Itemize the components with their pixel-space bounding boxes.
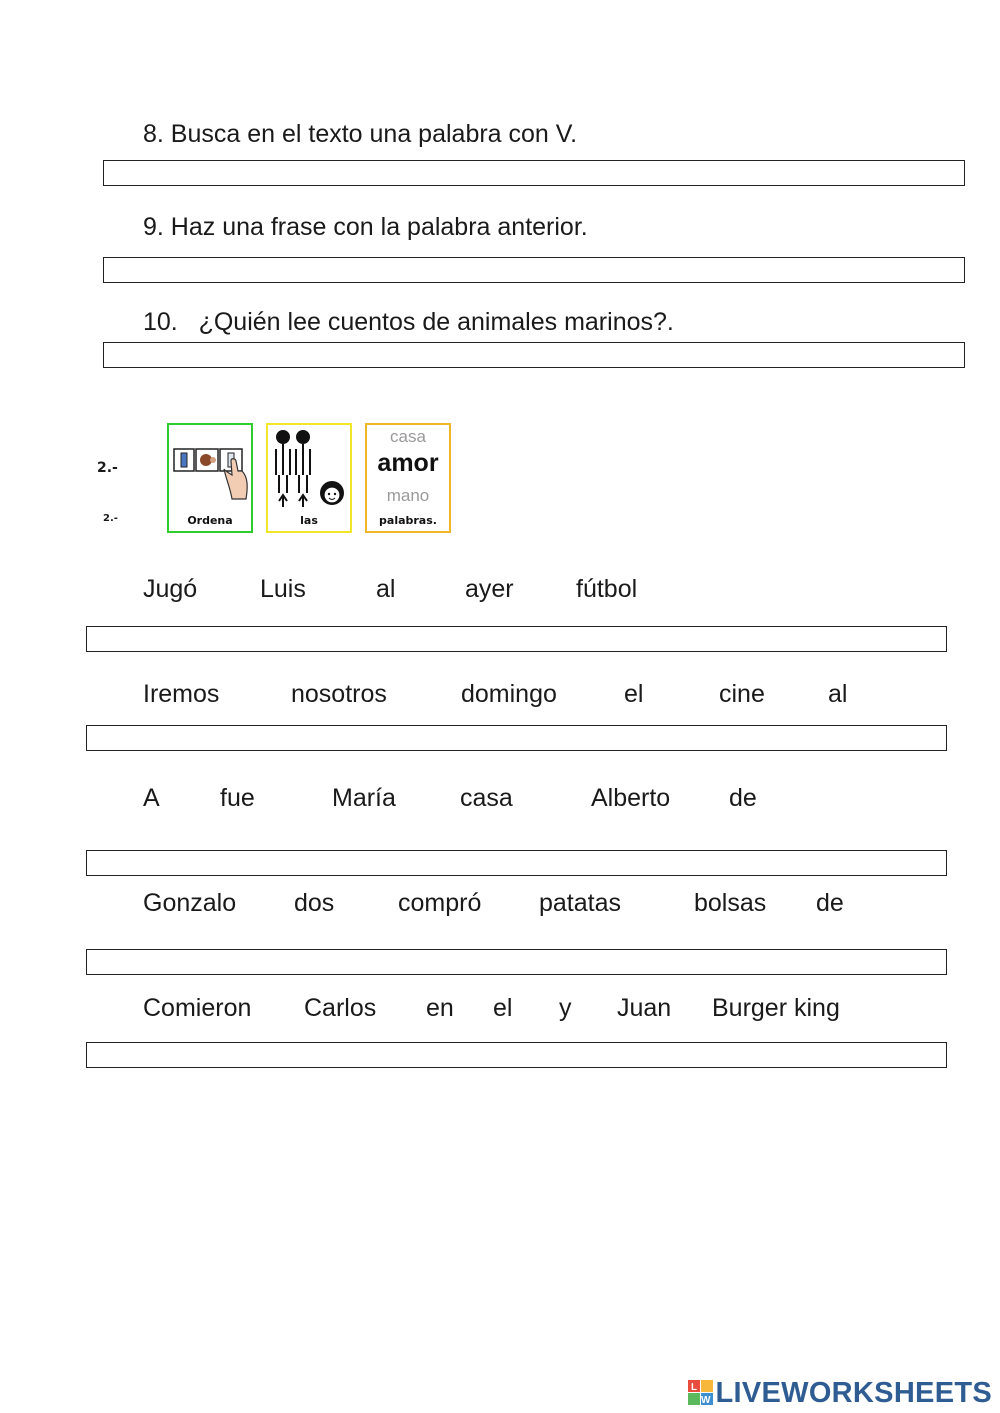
word-tile: de	[816, 889, 844, 917]
word-tile: dos	[294, 889, 335, 917]
word-tile: domingo	[461, 680, 557, 708]
sentence-answer-box-4[interactable]	[86, 949, 947, 975]
word-tile: y	[559, 994, 572, 1022]
word-tile: Alberto	[591, 784, 671, 812]
word-tile: ayer	[465, 575, 514, 603]
word-tile: al	[828, 680, 848, 708]
answer-box-8[interactable]	[103, 160, 965, 186]
answer-box-9[interactable]	[103, 257, 965, 283]
liveworksheets-logo[interactable]	[688, 1376, 993, 1410]
pictogram-las	[266, 423, 352, 533]
section-number: 2.-	[97, 460, 118, 476]
sentence-answer-input-2[interactable]	[87, 726, 946, 750]
pictogram-palabras	[365, 423, 451, 533]
sentence-answer-input-5[interactable]	[87, 1043, 946, 1067]
word-tile: al	[376, 575, 396, 603]
word-tile: el	[624, 680, 644, 708]
question-8: 8. Busca en el texto una palabra con V.	[143, 120, 578, 148]
word-tile: casa	[460, 784, 513, 812]
word-tile: Comieron	[143, 994, 252, 1022]
word-tile: Carlos	[304, 994, 377, 1022]
word-tile: A	[143, 784, 160, 812]
word-mano: mano	[386, 486, 430, 505]
section-number-small: 2.-	[103, 513, 118, 524]
word-tile: Gonzalo	[143, 889, 237, 917]
word-amor: amor	[377, 449, 439, 477]
answer-box-10[interactable]	[103, 342, 965, 368]
two-people-icon	[269, 427, 349, 511]
sentence-answer-input-3[interactable]	[87, 851, 946, 875]
logo-icon-letter-w: W	[700, 1395, 710, 1406]
word-tile: Juan	[617, 994, 672, 1022]
pictogram-ordena	[167, 423, 253, 533]
answer-input-9[interactable]	[104, 258, 964, 282]
sentence-answer-input-4[interactable]	[87, 950, 946, 974]
ordering-cards-icon	[170, 431, 250, 511]
sentence-answer-box-2[interactable]	[86, 725, 947, 751]
word-tile: de	[729, 784, 757, 812]
pictogram-caption-ordena: Ordena	[187, 514, 233, 527]
word-tile: Iremos	[143, 680, 220, 708]
liveworksheets-logo-icon	[688, 1379, 714, 1407]
answer-input-10[interactable]	[104, 343, 964, 367]
word-tile: patatas	[539, 889, 622, 917]
word-tile: Jugó	[143, 575, 198, 603]
word-tile: María	[332, 784, 396, 812]
answer-input-8[interactable]	[104, 161, 964, 185]
logo-icon-letter-l: L	[690, 1382, 697, 1393]
sentence-answer-box-5[interactable]	[86, 1042, 947, 1068]
word-tile: fútbol	[576, 575, 638, 603]
sentence-answer-input-1[interactable]	[87, 627, 946, 651]
word-tile: nosotros	[291, 680, 387, 708]
word-tile: compró	[398, 889, 482, 917]
word-tile: Burger king	[712, 994, 840, 1022]
word-tile: en	[426, 994, 454, 1022]
pictogram-caption-palabras: palabras.	[379, 514, 437, 527]
word-tile: bolsas	[694, 889, 767, 917]
word-casa: casa	[390, 427, 426, 446]
sentence-answer-box-3[interactable]	[86, 850, 947, 876]
word-tile: fue	[220, 784, 255, 812]
question-9: 9. Haz una frase con la palabra anterior.	[143, 213, 588, 241]
word-tile: cine	[719, 680, 765, 708]
word-tile: el	[493, 994, 513, 1022]
sentence-answer-box-1[interactable]	[86, 626, 947, 652]
question-10: 10. ¿Quién lee cuentos de animales marinos?.	[143, 308, 674, 336]
word-tile: Luis	[260, 575, 306, 603]
pictogram-caption-las: las	[300, 514, 318, 527]
logo-text: LIVEWORKSHEETS	[715, 1376, 992, 1409]
